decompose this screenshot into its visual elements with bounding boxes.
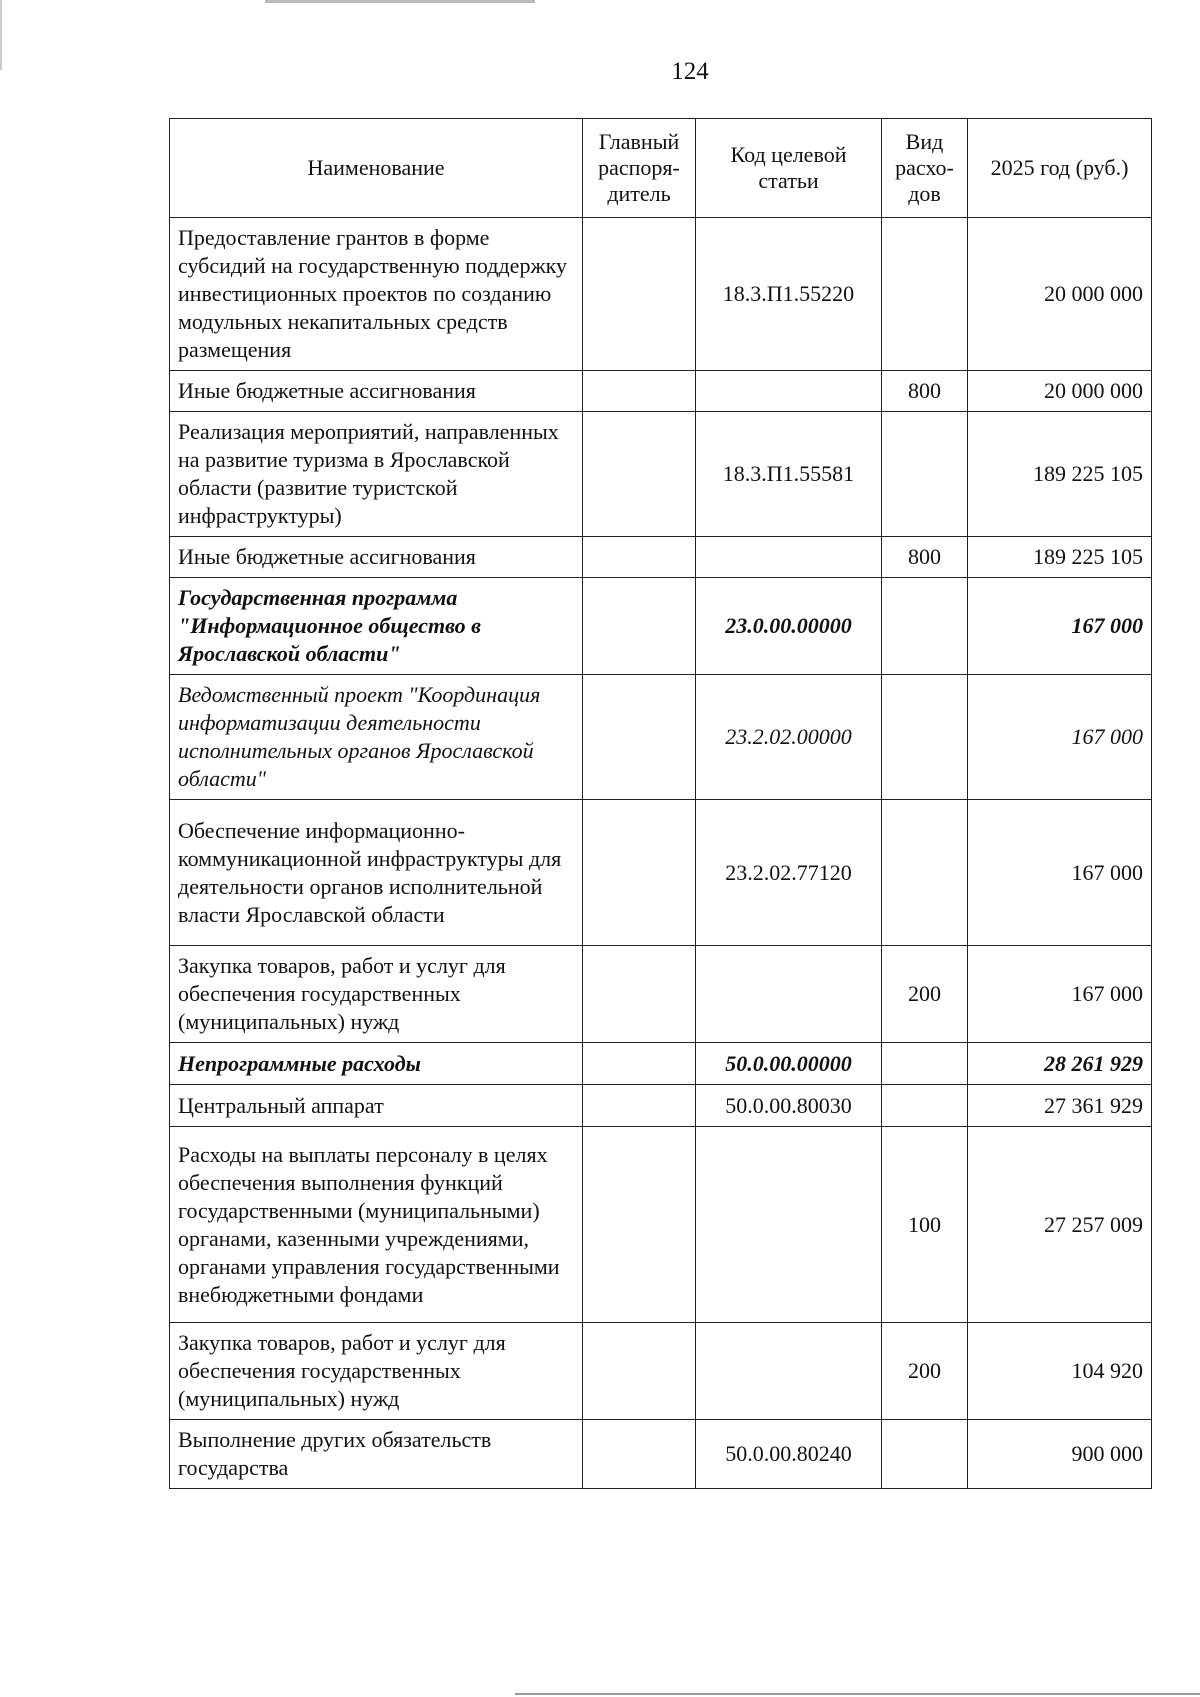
cell-name: Непрограммные расходы [170, 1043, 583, 1085]
cell-code: 50.0.00.80240 [696, 1420, 882, 1489]
cell-admin [583, 371, 696, 412]
cell-admin [583, 218, 696, 371]
cell-code [696, 946, 882, 1043]
cell-kind: 200 [882, 1323, 968, 1420]
cell-admin [583, 1085, 696, 1127]
cell-code [696, 371, 882, 412]
cell-admin [583, 1127, 696, 1323]
header-code: Код целевой статьи [696, 119, 882, 218]
cell-amount: 20 000 000 [968, 218, 1152, 371]
table-row [170, 412, 1152, 537]
scan-artifact-bottom [515, 1693, 1200, 1695]
cell-code [696, 537, 882, 578]
cell-name: Реализация мероприятий, направленных на развитие туризма в Ярославской области (развитие туристской инфраструктуры) [170, 412, 583, 537]
cell-amount: 167 000 [968, 578, 1152, 675]
table-header-row [170, 119, 1152, 218]
cell-code [696, 1127, 882, 1323]
cell-amount: 189 225 105 [968, 537, 1152, 578]
table-row [170, 371, 1152, 412]
cell-name: Предоставление грантов в форме субсидий на государственную поддержку инвестиционных проектов по созданию модульных некапитальных средств размещения [170, 218, 583, 371]
cell-admin [583, 800, 696, 946]
table-row [170, 1127, 1152, 1323]
cell-admin [583, 1420, 696, 1489]
cell-kind [882, 412, 968, 537]
table-row [170, 1323, 1152, 1420]
cell-amount: 189 225 105 [968, 412, 1152, 537]
cell-name: Государственная программа "Информационное общество в Ярославской области" [170, 578, 583, 675]
header-kind: Вид расхо-дов [882, 119, 968, 218]
cell-code: 18.3.П1.55220 [696, 218, 882, 371]
cell-admin [583, 412, 696, 537]
cell-amount: 20 000 000 [968, 371, 1152, 412]
table-row [170, 1085, 1152, 1127]
table-row [170, 675, 1152, 800]
budget-table [169, 118, 1152, 1489]
cell-admin [583, 578, 696, 675]
cell-amount: 167 000 [968, 675, 1152, 800]
cell-amount: 27 257 009 [968, 1127, 1152, 1323]
cell-amount: 28 261 929 [968, 1043, 1152, 1085]
cell-admin [583, 946, 696, 1043]
cell-kind [882, 675, 968, 800]
cell-kind: 800 [882, 537, 968, 578]
cell-name: Ведомственный проект "Координация информатизации деятельности исполнительных органов Ярославской области" [170, 675, 583, 800]
cell-admin [583, 537, 696, 578]
table-row [170, 537, 1152, 578]
cell-name: Расходы на выплаты персоналу в целях обеспечения выполнения функций государственными (муниципальными) органами, казенными учреждениями, органами управления государственными внебюджетными фондами [170, 1127, 583, 1323]
cell-kind: 100 [882, 1127, 968, 1323]
cell-name: Центральный аппарат [170, 1085, 583, 1127]
cell-kind [882, 218, 968, 371]
page-number: 124 [671, 58, 709, 85]
header-admin: Главный распоря-дитель [583, 119, 696, 218]
cell-code: 23.2.02.00000 [696, 675, 882, 800]
header-name: Наименование [170, 119, 583, 218]
table-body [170, 218, 1152, 1489]
table-row [170, 800, 1152, 946]
cell-code [696, 1323, 882, 1420]
table-row [170, 578, 1152, 675]
cell-amount: 167 000 [968, 800, 1152, 946]
cell-kind [882, 1420, 968, 1489]
cell-name: Иные бюджетные ассигнования [170, 537, 583, 578]
table-row [170, 218, 1152, 371]
scan-artifact-top [265, 0, 535, 3]
table-row [170, 946, 1152, 1043]
cell-kind: 200 [882, 946, 968, 1043]
cell-admin [583, 675, 696, 800]
cell-code: 50.0.00.00000 [696, 1043, 882, 1085]
cell-name: Иные бюджетные ассигнования [170, 371, 583, 412]
cell-amount: 167 000 [968, 946, 1152, 1043]
cell-admin [583, 1043, 696, 1085]
cell-name: Закупка товаров, работ и услуг для обеспечения государственных (муниципальных) нужд [170, 1323, 583, 1420]
cell-kind [882, 1043, 968, 1085]
cell-code: 18.3.П1.55581 [696, 412, 882, 537]
cell-kind: 800 [882, 371, 968, 412]
cell-code: 50.0.00.80030 [696, 1085, 882, 1127]
cell-admin [583, 1323, 696, 1420]
table-row [170, 1420, 1152, 1489]
cell-kind [882, 800, 968, 946]
cell-amount: 900 000 [968, 1420, 1152, 1489]
cell-amount: 27 361 929 [968, 1085, 1152, 1127]
cell-name: Обеспечение информационно-коммуникационной инфраструктуры для деятельности органов исполнительной власти Ярославской области [170, 800, 583, 946]
cell-kind [882, 1085, 968, 1127]
cell-code: 23.2.02.77120 [696, 800, 882, 946]
cell-kind [882, 578, 968, 675]
header-amount: 2025 год (руб.) [968, 119, 1152, 218]
cell-name: Закупка товаров, работ и услуг для обеспечения государственных (муниципальных) нужд [170, 946, 583, 1043]
cell-amount: 104 920 [968, 1323, 1152, 1420]
cell-code: 23.0.00.00000 [696, 578, 882, 675]
cell-name: Выполнение других обязательств государства [170, 1420, 583, 1489]
table-row [170, 1043, 1152, 1085]
